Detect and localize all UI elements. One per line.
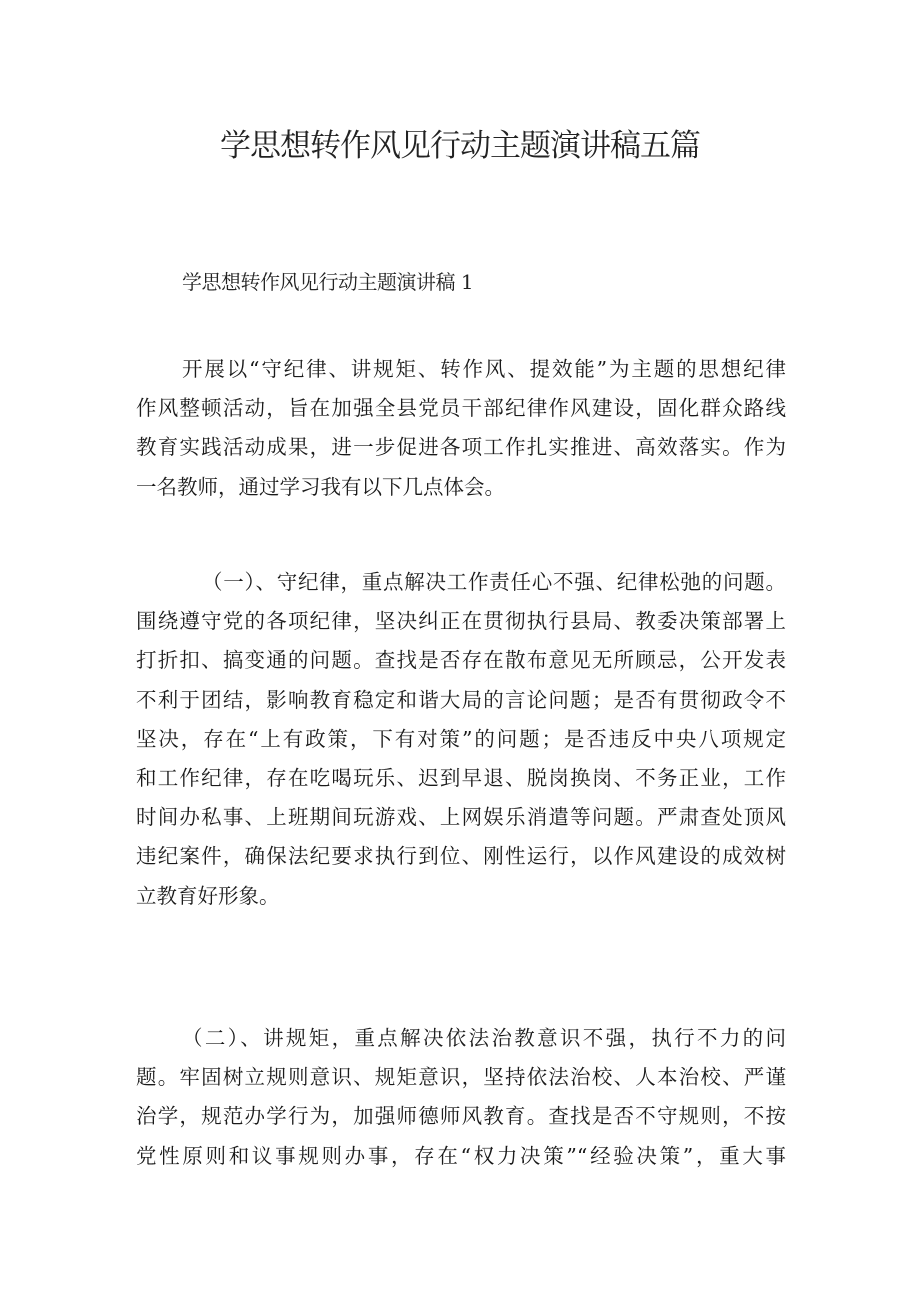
paragraph-line: 打折扣、搞变通的问题。查找是否存在散布意见无所顾忌，公开发表 xyxy=(136,648,786,673)
paragraph-line: 违纪案件，确保法纪要求执行到位、刚性运行，以作风建设的成效树 xyxy=(136,844,786,869)
section-heading: 学思想转作风见行动主题演讲稿 1 xyxy=(182,270,474,294)
paragraph-line: 围绕遵守党的各项纪律，坚决纠正在贯彻执行县局、教委决策部署上 xyxy=(136,609,786,634)
paragraph-line: 立教育好形象。 xyxy=(136,883,280,908)
paragraph-line: 题。牢固树立规则意识、规矩意识，坚持依法治校、人本治校、严谨 xyxy=(136,1065,786,1090)
paragraph-line: （一）、守纪律，重点解决工作责任心不强、纪律松弛的问题。 xyxy=(202,570,786,594)
paragraph-line: 时间办私事、上班期间玩游戏、上网娱乐消遣等问题。严肃查处顶风 xyxy=(136,805,786,830)
paragraph-line: 作风整顿活动，旨在加强全县党员干部纪律作风建设，固化群众路线 xyxy=(136,396,786,421)
paragraph-line: 一名教师，通过学习我有以下几点体会。 xyxy=(136,474,505,499)
document-title: 学思想转作风见行动主题演讲稿五篇 xyxy=(220,128,700,164)
paragraph-line: （二）、讲规矩，重点解决依法治教意识不强，执行不力的问 xyxy=(182,1026,786,1050)
paragraph-line: 不利于团结，影响教育稳定和谐大局的言论问题；是否有贯彻政令不 xyxy=(136,687,786,712)
item-two-paragraph xyxy=(136,1019,786,1176)
paragraph-line: 治学，规范办学行为，加强师德师风教育。查找是否不守规则，不按 xyxy=(136,1104,786,1129)
paragraph-line: 党性原则和议事规则办事，存在“权力决策”“经验决策”，重大事 xyxy=(136,1143,786,1168)
paragraph-line: 坚决，存在“上有政策，下有对策”的问题；是否违反中央八项规定 xyxy=(136,726,786,751)
item-one-paragraph xyxy=(136,563,786,916)
intro-paragraph xyxy=(136,350,786,507)
paragraph-line: 开展以“守纪律、讲规矩、转作风、提效能”为主题的思想纪律 xyxy=(182,357,786,381)
paragraph-line: 和工作纪律，存在吃喝玩乐、迟到早退、脱岗换岗、不务正业，工作 xyxy=(136,765,786,790)
paragraph-line: 教育实践活动成果，进一步促进各项工作扎实推进、高效落实。作为 xyxy=(136,435,786,460)
